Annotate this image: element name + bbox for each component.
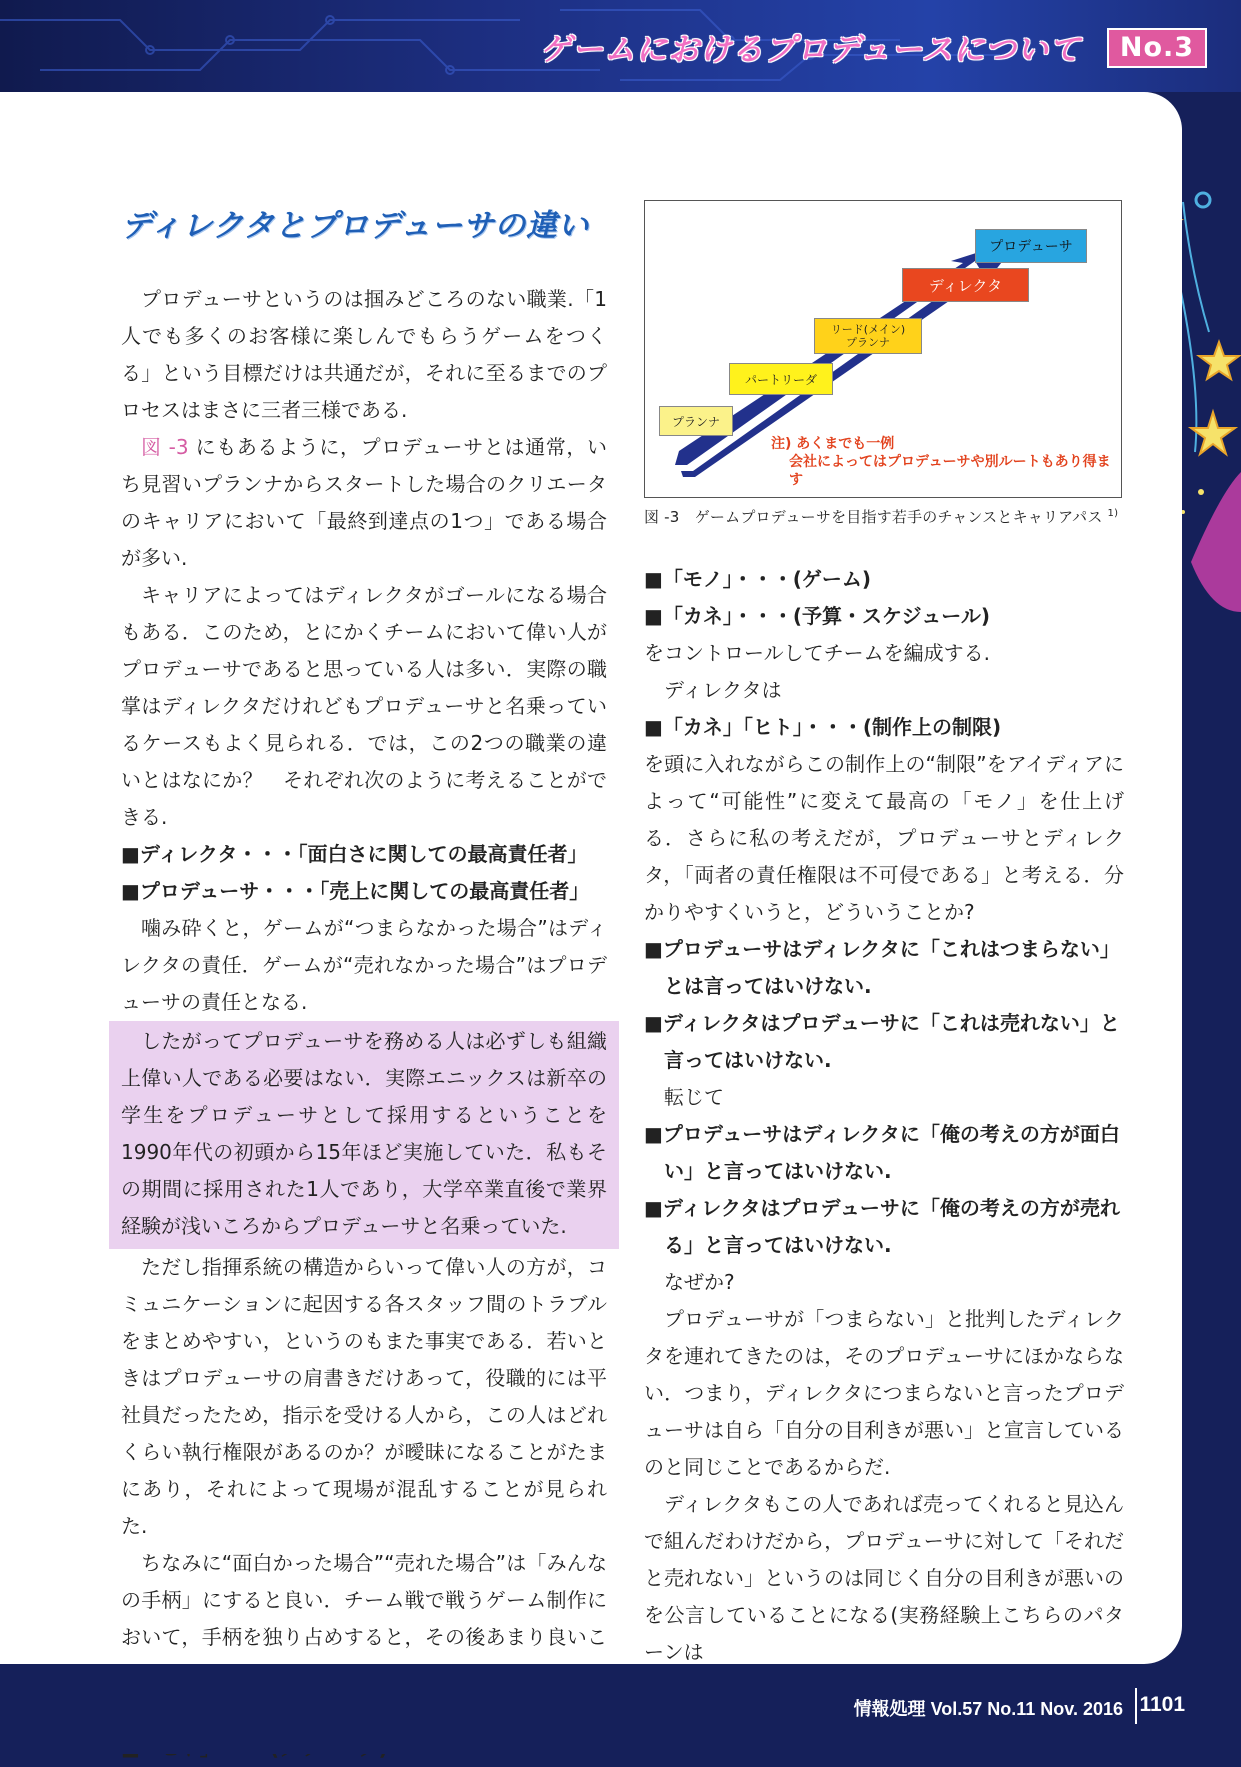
figure-caption — [644, 506, 1124, 527]
page-number: 1101 — [1139, 1693, 1185, 1716]
figure-note-line1: 注) あくまでも一例 — [771, 436, 895, 452]
figure-note-line2: 会社によってはプロデューサや別ルートもあり得ます — [789, 454, 1111, 488]
right-column — [644, 200, 1124, 1671]
figure-note — [771, 435, 1121, 489]
paragraph: ディレクタもこの人であれば売ってくれると見込んで組んだわけだから，プロデューサに対して「それだと売れない」というのは同じく自分の目利きが悪いのを公言していることになる(実務経験上こちらのパターンは — [644, 1492, 1124, 1664]
paragraph: ちなみに“面白かった場合”“売れた場合”は「みんなの手柄」にすると良い．チーム戦で戦うゲーム制作において，手柄を独り占めすると，その後あまり良いこ — [121, 1551, 607, 1649]
journal-info: 情報処理 Vol.57 No.11 Nov. 2016 — [853, 1699, 1123, 1719]
stage-planner: プランナ — [659, 406, 733, 436]
paragraph: なぜか? — [664, 1270, 735, 1294]
stage-director: ディレクタ — [902, 268, 1029, 302]
paragraph: 噛み砕くと，ゲームが“つまらなかった場合”はディレクタの責任．ゲームが“売れなかった場合”はプロデューサの責任となる. — [121, 916, 607, 1014]
stage-lead-planner-line2: プランナ — [846, 336, 890, 349]
bullet-item: ■「カネ」「ヒト」・・・(制作上の制限) — [644, 715, 1002, 739]
paragraph — [121, 429, 607, 577]
figure-reference-link[interactable]: 図 -3 — [141, 435, 189, 459]
bullet-item: ■プロデューサはディレクタに「俺の考えの方が面白い」と言ってはいけない. — [644, 1122, 1120, 1183]
paragraph: 転じて — [664, 1085, 724, 1109]
star-icon — [1191, 412, 1235, 454]
highlighted-paragraph: したがってプロデューサを務める人は必ずしも組織上偉い人である必要はない．実際エニックスは新卒の学生をプロデューサとして採用するということを1990年代の初頭から15年ほど実施していた．私もその期間に採用された1人であり，大学卒業直後で業界経験が浅いころからプロデューサと名乗っていた. — [121, 1029, 607, 1238]
stage-lead-planner — [814, 318, 922, 354]
career-path-figure — [644, 200, 1122, 498]
figure-caption-text: 図 -3 ゲームプロデューサを目指す若手のチャンスとキャリアパス — [644, 508, 1103, 526]
paragraph: を頭に入れながらこの制作上の“制限”をアイディアによって“可能性”に変えて最高の「モノ」を仕上げる．さらに私の考えだが，プロデューサとディレクタ，「両者の責任権限は不可侵である」と考える．分かりやすくいうと，どういうことか? — [644, 752, 1124, 924]
paragraph-text: にもあるように，プロデューサとは通常，いち見習いプランナからスタートした場合のクリエータのキャリアにおいて「最終到達点の1つ」である場合が多い. — [121, 435, 607, 570]
bullet-item: ■「モノ」・・・(ゲーム) — [644, 567, 871, 591]
bullet-item: ■ディレクタはプロデューサに「俺の考えの方が売れる」と言ってはいけない. — [644, 1196, 1120, 1257]
bullet-item: ■プロデューサはディレクタに「これはつまらない」とは言ってはいけない. — [644, 937, 1120, 998]
star-icon — [1199, 342, 1239, 379]
section-title: ディレクタとプロデューサの違い — [121, 208, 589, 244]
figure-citation: 1) — [1107, 508, 1119, 519]
series-title: ゲームにおけるプロデュースについて — [540, 32, 1081, 68]
bullet-item: ■ディレクタはプロデューサに「これは売れない」と言ってはいけない. — [644, 1011, 1120, 1072]
paragraph: ただし指揮系統の構造からいって偉い人の方が，コミュニケーションに起因する各スタッフ間のトラブルをまとめやすい，というのもまた事実である．若いときはプロデューサの肩書きだけあって，役職的には平社員だったため，指示を受ける人から，この人はどれくらい執行権限があるのか？が曖昧になることがたまにあり，それによって現場が混乱することが見られた. — [121, 1255, 607, 1538]
paragraph: キャリアによってはディレクタがゴールになる場合もある．このため，とにかくチームにおいて偉い人がプロデューサであると思っている人は多い．実際の職掌はディレクタだけれどもプロデューサと名乗っているケースもよく見られる．では，この2つの職業の違いとはなにか？ それぞれ次のように考えることができる. — [121, 583, 607, 829]
paragraph: プロデューサというのは掴みどころのない職業.「1人でも多くのお客様に楽しんでもらうゲームをつくる」という目標だけは共通だが，それに至るまでのプロセスはまさに三者三様である. — [121, 287, 607, 422]
stage-producer: プロデューサ — [975, 229, 1087, 263]
paragraph: プロデューサが「つまらない」と批判したディレクタを連れてきたのは，そのプロデューサにほかならない．つまり，ディレクタにつまらないと言ったプロデューサは自ら「自分の目利きが悪い」と宣言しているのと同じことであるからだ. — [644, 1307, 1124, 1479]
paragraph: ディレクタは — [664, 678, 782, 702]
highlighted-paragraph-box — [109, 1021, 619, 1249]
footer-divider — [1135, 1688, 1137, 1724]
stage-lead-planner-line1: リード(メイン) — [830, 323, 906, 336]
bullet-item: ■ディレクタ・・・「面白さに関しての最高責任者」 — [121, 842, 588, 866]
series-number-badge: No.3 — [1107, 28, 1207, 68]
stage-part-leader: パートリーダ — [729, 363, 833, 395]
bullet-item: ■プロデューサ・・・「売上に関しての最高責任者」 — [121, 879, 590, 903]
bullet-item: ■「カネ」・・・(予算・スケジュール) — [644, 604, 990, 628]
paragraph: をコントロールしてチームを編成する. — [644, 641, 990, 665]
header-band — [0, 0, 1241, 92]
left-column — [121, 200, 607, 1767]
